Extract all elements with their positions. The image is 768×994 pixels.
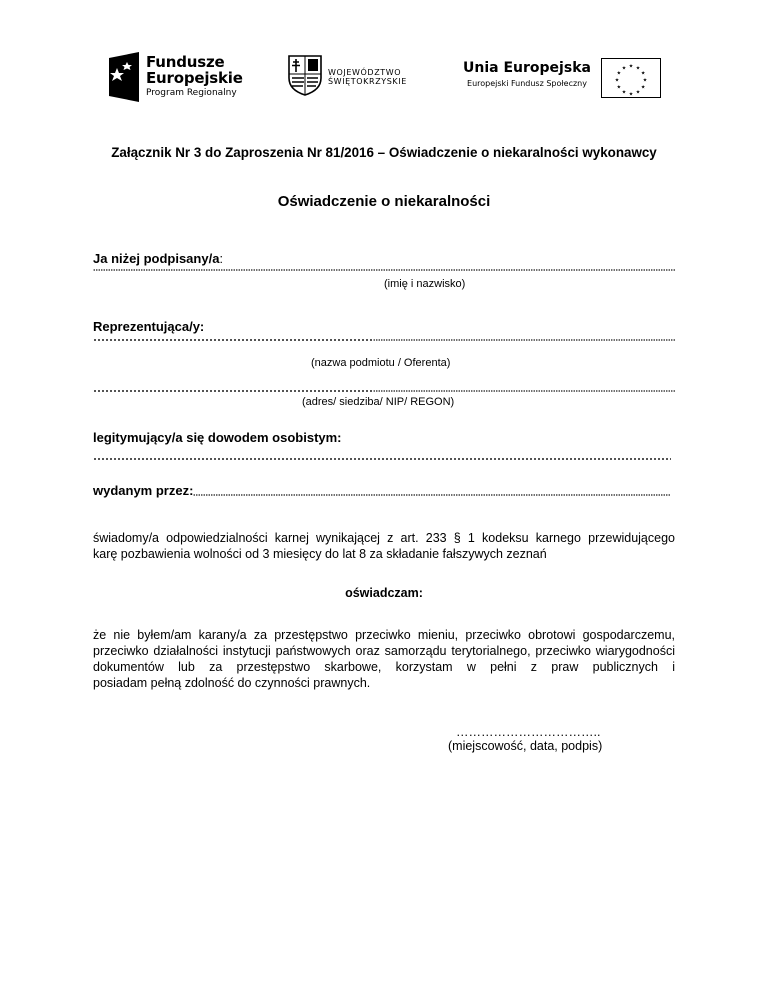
awareness-paragraph bbox=[93, 530, 675, 562]
signer-colon: : bbox=[219, 252, 223, 266]
svg-text:★: ★ bbox=[640, 70, 646, 77]
fundusze-europejskie-logo-icon bbox=[105, 50, 141, 104]
svg-text:★: ★ bbox=[642, 77, 648, 84]
signer-caption: (imię i nazwisko) bbox=[384, 278, 466, 290]
id-label: legitymujący/a się dowodem osobistym: bbox=[93, 430, 342, 445]
eu-flag-icon bbox=[601, 58, 661, 98]
svg-text:★: ★ bbox=[614, 77, 620, 84]
entity-name-field-part1[interactable] bbox=[93, 339, 373, 341]
issued-by-label: wydanym przez: bbox=[93, 483, 194, 498]
svg-text:★: ★ bbox=[640, 84, 646, 91]
woj-line1: WOJEWÓDZTWO bbox=[328, 68, 402, 77]
svg-text:★: ★ bbox=[635, 89, 641, 96]
id-number-field[interactable] bbox=[93, 458, 671, 460]
wojewodztwo-logo-text bbox=[328, 68, 407, 86]
statement-paragraph bbox=[93, 627, 675, 691]
eu-line1: Unia Europejska bbox=[463, 60, 591, 76]
signer-name-field[interactable] bbox=[93, 269, 675, 271]
entity-address-caption: (adres/ siedziba/ NIP/ REGON) bbox=[302, 396, 455, 408]
signer-label-row bbox=[93, 250, 223, 268]
svg-text:★: ★ bbox=[616, 84, 622, 91]
entity-name-field-part2[interactable] bbox=[373, 339, 675, 341]
document-title: Oświadczenie o niekaralności bbox=[277, 193, 491, 210]
signer-label: Ja niżej podpisany/a bbox=[93, 251, 220, 266]
eu-logo-text bbox=[462, 60, 592, 91]
svg-text:★: ★ bbox=[628, 63, 634, 70]
statement-text: że nie byłem/am karany/a za przestępstwo przeciwko mieniu, przeciwko obrotowi gospodarczemu, przeciwko działalności instytucji państwowych oraz samorządu terytorialnego, przeciwko wiarygodności dokumentów lub za przestępstwo skarbowe, korzystam w pełni z praw publicznych i bbox=[93, 628, 675, 674]
logo-bar bbox=[0, 44, 768, 114]
svg-text:★: ★ bbox=[616, 70, 622, 77]
entity-address-field-part2[interactable] bbox=[373, 390, 675, 392]
statement-text-last: posiadam pełną zdolność do czynności prawnych. bbox=[93, 676, 371, 690]
fundusze-europejskie-logo-text bbox=[146, 54, 243, 100]
signature-line[interactable]: …………………………….. bbox=[456, 725, 601, 739]
swietokrzyskie-crest-icon bbox=[287, 54, 323, 96]
svg-text:★: ★ bbox=[628, 91, 634, 98]
awareness-line2: karę pozbawienia wolności od 3 miesięcy do lat 8 za składanie fałszywych zeznań bbox=[93, 547, 547, 561]
svg-text:★: ★ bbox=[621, 89, 627, 96]
signature-caption: (miejscowość, data, podpis) bbox=[448, 739, 603, 753]
representing-label: Reprezentująca/y: bbox=[93, 319, 205, 334]
svg-text:★: ★ bbox=[621, 65, 627, 72]
declare-heading: oświadczam: bbox=[345, 586, 423, 600]
entity-name-caption: (nazwa podmiotu / Oferenta) bbox=[311, 357, 451, 369]
entity-address-field-part1[interactable] bbox=[93, 390, 373, 392]
issued-by-field[interactable] bbox=[193, 494, 671, 496]
annex-title: Załącznik Nr 3 do Zaproszenia Nr 81/2016 – Oświadczenie o niekaralności wykonawcy bbox=[111, 145, 657, 160]
woj-line2: ŚWIĘTOKRZYSKIE bbox=[328, 77, 407, 86]
awareness-line1: świadomy/a odpowiedzialności karnej wynikającej z art. 233 § 1 kodeksu karnego przewidującego bbox=[93, 531, 675, 545]
fe-line3: Program Regionalny bbox=[146, 88, 237, 98]
fe-line1: Fundusze bbox=[146, 53, 225, 71]
eu-line2: Europejski Fundusz Społeczny bbox=[467, 79, 587, 88]
fe-line2: Europejskie bbox=[146, 69, 243, 87]
svg-text:★: ★ bbox=[635, 65, 641, 72]
